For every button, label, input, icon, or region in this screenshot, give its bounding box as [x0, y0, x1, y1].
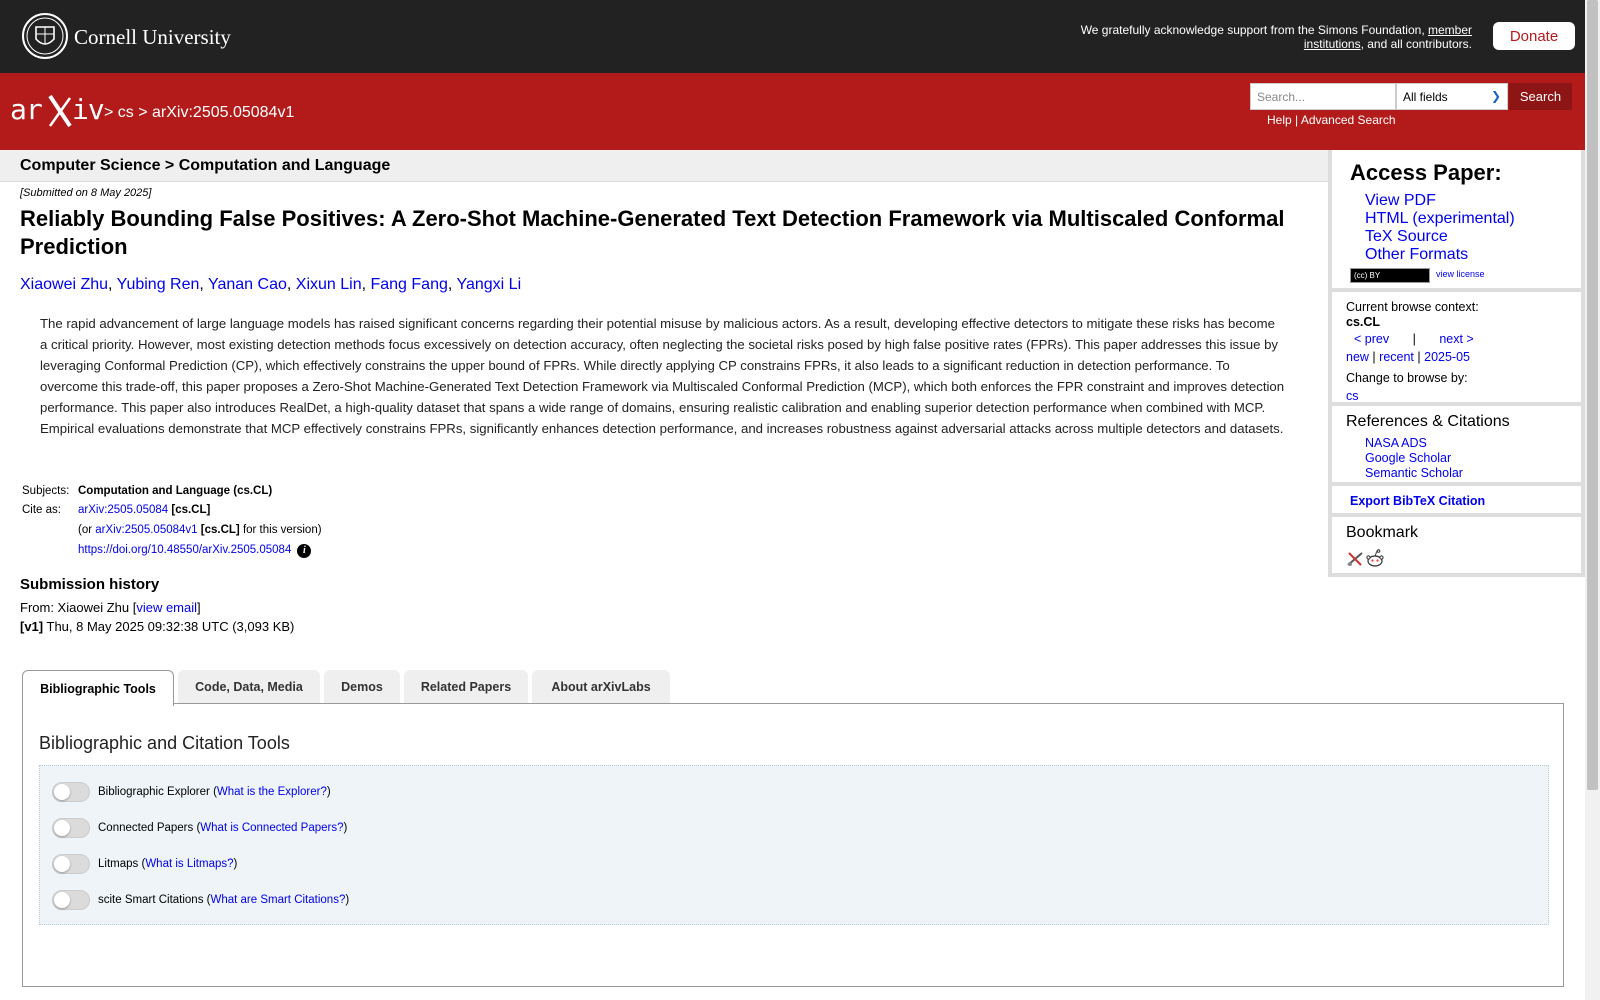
cornell-seal-icon[interactable]: [22, 13, 68, 59]
subjects-label: Subjects:: [22, 485, 70, 497]
subject-breadcrumb: Computer Science > Computation and Language: [20, 157, 391, 174]
author-link[interactable]: Fang Fang: [370, 276, 448, 293]
nasa-ads-link[interactable]: NASA ADS: [1365, 436, 1427, 450]
cite-label: Cite as:: [22, 504, 61, 516]
toggle-knob: [54, 820, 70, 836]
right-sidebar: [1328, 150, 1585, 577]
bibtex-section: [1332, 486, 1581, 517]
tab-demos[interactable]: Demos: [324, 670, 400, 704]
tab-about-arxivlabs[interactable]: About arXivLabs: [532, 670, 670, 704]
panel-title: Bibliographic and Citation Tools: [39, 733, 290, 753]
prev-link[interactable]: < prev: [1354, 332, 1390, 346]
semantic-scholar-link[interactable]: Semantic Scholar: [1365, 466, 1463, 480]
submission-date: [Submitted on 8 May 2025]: [20, 187, 152, 199]
author-link[interactable]: Xixun Lin: [295, 276, 362, 293]
search-help-links: Help | Advanced Search: [1267, 113, 1396, 127]
author-link[interactable]: Yubing Ren: [116, 276, 200, 293]
tool-litmaps: Litmaps ( What is Litmaps? ): [52, 854, 237, 874]
paper-title: Reliably Bounding False Positives: A Zero-Shot Machine-Generated Text Detection Framework via Multiscaled Conformal Prediction: [20, 206, 1285, 259]
abstract: The rapid advancement of large language models has raised significant concerns regarding their potential misuse by malicious actors. As a result, developing effective detectors to mitigate these risks has become a critical priority. However, most existing detection methods focus excessively on detection accuracy, often neglecting the societal risks posed by high false positive rates (FPRs). This paper addresses this issue by leveraging Conformal Prediction (CP), which effectively constrains the upper bound of FPRs. While directly applying CP constrains FPRs, it also leads to a significant reduction in detection performance. To overcome this trade-off, this paper proposes a Zero-Shot Machine-Generated Text Detection Framework via Multiscaled Conformal Prediction (MCP), which both enforces the FPR constraint and improves detection performance. This paper also introduces RealDet, a high-quality dataset that spans a wide range of domains, ensuring realistic calibration and enabling superior detection performance when combined with MCP. Empirical evaluations demonstrate that MCP effectively constrains FPRs, significantly enhances detection performance, and increases robustness against adversarial attacks across multiple detectors and datasets.: [40, 316, 1285, 436]
submission-from: From: Xiaowei Zhu [view email]: [20, 600, 201, 615]
access-paper-heading: Access Paper:: [1350, 160, 1502, 185]
arxiv-header: [0, 73, 1585, 150]
doi-link[interactable]: https://doi.org/10.48550/arXiv.2505.05084: [78, 544, 292, 556]
chevron-down-icon: ❯: [1490, 89, 1501, 103]
connected-papers-toggle[interactable]: [52, 818, 90, 838]
scrollbar-thumb[interactable]: [1587, 0, 1598, 790]
bibliographic-explorer-toggle[interactable]: [52, 782, 90, 802]
tab-related-papers[interactable]: Related Papers: [404, 670, 528, 704]
author-link[interactable]: Yanan Cao: [208, 276, 287, 293]
new-link[interactable]: new: [1346, 350, 1369, 364]
browse-context-value: cs.CL: [1346, 315, 1381, 329]
export-bibtex-link[interactable]: Export BibTeX Citation: [1350, 494, 1486, 508]
view-pdf-link[interactable]: View PDF: [1365, 192, 1436, 209]
recent-link[interactable]: recent: [1379, 350, 1414, 364]
top-bar: [0, 0, 1585, 73]
breadcrumb[interactable]: > cs > arXiv:2505.05084v1: [104, 104, 295, 121]
arxiv-logo-icon[interactable]: [10, 92, 104, 130]
author-link[interactable]: Xiaowei Zhu: [20, 276, 109, 293]
month-link[interactable]: 2025-05: [1424, 350, 1470, 364]
what-is-connected-papers-link[interactable]: What is Connected Papers?: [200, 822, 344, 834]
what-is-litmaps-link[interactable]: What is Litmaps?: [145, 858, 234, 870]
advanced-search-link[interactable]: Advanced Search: [1300, 113, 1396, 127]
version-v1: [v1] Thu, 8 May 2025 09:32:38 UTC (3,093 KB): [20, 619, 295, 634]
subjects-value: Computation and Language (cs.CL): [78, 485, 273, 497]
cite-id-link[interactable]: arXiv:2505.05084: [78, 504, 169, 516]
cite-version-link[interactable]: arXiv:2505.05084v1: [95, 524, 198, 536]
other-formats-link[interactable]: Other Formats: [1365, 246, 1469, 263]
access-links: [1365, 192, 1515, 264]
references-section: [1332, 406, 1581, 486]
cornell-university-name[interactable]: Cornell University: [74, 25, 231, 49]
what-are-smart-citations-link[interactable]: What are Smart Citations?: [210, 894, 346, 906]
tab-code-data-media[interactable]: Code, Data, Media: [178, 670, 320, 704]
tab-bibliographic-tools[interactable]: Bibliographic Tools: [22, 670, 174, 706]
tool-connected-papers: Connected Papers ( What is Connected Papers? ): [52, 818, 347, 838]
bookmark-heading: Bookmark: [1346, 524, 1419, 541]
what-is-explorer-link[interactable]: What is the Explorer?: [216, 786, 327, 798]
html-experimental-link[interactable]: HTML (experimental): [1365, 210, 1515, 227]
search-input[interactable]: Search...: [1250, 83, 1396, 110]
toggle-knob: [54, 892, 70, 908]
donate-button[interactable]: Donate: [1493, 22, 1575, 50]
author-link[interactable]: Yangxi Li: [456, 276, 522, 293]
page-scrollbar[interactable]: [1585, 0, 1600, 1000]
litmaps-toggle[interactable]: [52, 854, 90, 874]
search-button[interactable]: Search: [1509, 83, 1572, 110]
next-link[interactable]: next >: [1439, 332, 1474, 346]
bookmark-section: [1332, 517, 1581, 577]
access-paper-section: [1332, 150, 1581, 292]
change-browse-label: Change to browse by:: [1346, 371, 1468, 385]
cc-by-license-badge[interactable]: (cc) BY: [1350, 268, 1430, 283]
member-institutions-link[interactable]: member institutions: [1303, 23, 1472, 51]
browse-context-section: [1332, 292, 1581, 406]
submission-history-heading: Submission history: [20, 576, 160, 593]
toggle-knob: [54, 784, 70, 800]
toggle-knob: [54, 856, 70, 872]
svg-text:ar: ar: [10, 93, 42, 126]
reddit-bookmark-icon[interactable]: [1366, 549, 1384, 568]
help-link[interactable]: Help: [1267, 113, 1292, 127]
subject-header: [0, 150, 1328, 182]
author-list: Xiaowei Zhu, Yubing Ren, Yanan Cao, Xixun Lin, Fang Fang, Yangxi Li: [20, 276, 522, 293]
tools-list: [39, 765, 1549, 925]
scite-toggle[interactable]: [52, 890, 90, 910]
view-email-link[interactable]: view email: [136, 600, 198, 615]
browse-cs-link[interactable]: cs: [1346, 389, 1359, 403]
references-heading: References & Citations: [1346, 413, 1510, 430]
tex-source-link[interactable]: TeX Source: [1365, 228, 1448, 245]
tool-bibliographic-explorer: Bibliographic Explorer ( What is the Explorer? ): [52, 782, 331, 802]
search-field-select[interactable]: All fields ❯: [1396, 83, 1508, 110]
svg-text:iv: iv: [72, 93, 104, 126]
google-scholar-link[interactable]: Google Scholar: [1365, 451, 1452, 465]
bibsonomy-bookmark-icon[interactable]: [1346, 550, 1364, 568]
references-links: [1365, 436, 1463, 481]
bibliographic-tools-panel: [22, 703, 1564, 987]
support-acknowledgement: We gratefully acknowledge support from the Simons Foundation, member institutions, and all contributors.: [1080, 23, 1472, 51]
browse-nav: < prev | next >: [1354, 332, 1474, 346]
tool-scite: scite Smart Citations ( What are Smart Citations? ): [52, 890, 349, 910]
view-license-link[interactable]: view license: [1436, 269, 1485, 279]
info-icon[interactable]: i: [297, 544, 311, 558]
browse-context-label: Current browse context:: [1346, 300, 1479, 314]
browse-list-links: new | recent | 2025-05: [1346, 350, 1470, 364]
